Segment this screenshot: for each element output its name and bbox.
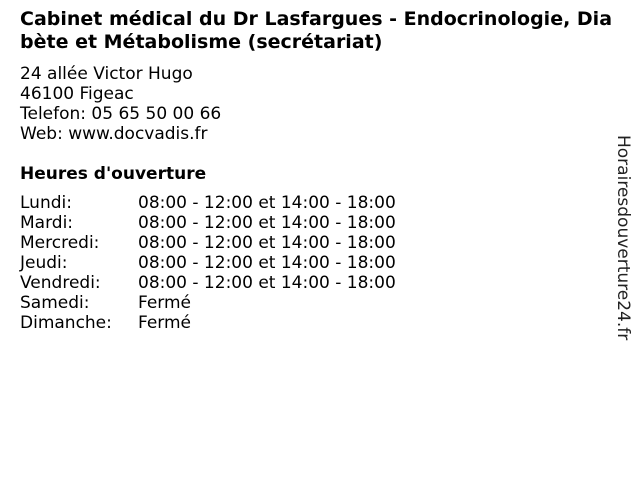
day-label: Mercredi: xyxy=(20,233,100,253)
day-label: Samedi: xyxy=(20,293,90,313)
address-city: 46100 Figeac xyxy=(20,84,134,104)
site-watermark: Horairesdouverture24.fr xyxy=(613,135,633,341)
day-label: Jeudi: xyxy=(20,253,68,273)
day-label: Dimanche: xyxy=(20,313,112,333)
phone-number: Telefon: 05 65 50 00 66 xyxy=(20,104,222,124)
hours-row-sunday xyxy=(20,313,396,333)
opening-hours-table xyxy=(20,193,396,333)
hours-row-saturday xyxy=(20,293,396,313)
contact-block xyxy=(20,64,221,144)
day-hours: 08:00 - 12:00 et 14:00 - 18:00 xyxy=(138,233,396,253)
hours-row-tuesday xyxy=(20,213,396,233)
business-title: Cabinet médical du Dr Lasfargues - Endocrinologie, Diabète et Métabolisme (secrétariat) xyxy=(20,8,613,53)
day-hours: 08:00 - 12:00 et 14:00 - 18:00 xyxy=(138,193,396,213)
hours-row-wednesday xyxy=(20,233,396,253)
day-hours: Fermé xyxy=(138,313,192,333)
hours-row-friday xyxy=(20,273,396,293)
hours-row-monday xyxy=(20,193,396,213)
day-hours: 08:00 - 12:00 et 14:00 - 18:00 xyxy=(138,253,396,273)
day-label: Mardi: xyxy=(20,213,74,233)
day-hours: 08:00 - 12:00 et 14:00 - 18:00 xyxy=(138,273,396,293)
website: Web: www.docvadis.fr xyxy=(20,124,208,144)
address-street: 24 allée Victor Hugo xyxy=(20,64,193,84)
day-label: Vendredi: xyxy=(20,273,101,293)
day-hours: 08:00 - 12:00 et 14:00 - 18:00 xyxy=(138,213,396,233)
opening-hours-heading: Heures d'ouverture xyxy=(20,164,207,184)
day-label: Lundi: xyxy=(20,193,72,213)
day-hours: Fermé xyxy=(138,293,192,313)
hours-row-thursday xyxy=(20,253,396,273)
